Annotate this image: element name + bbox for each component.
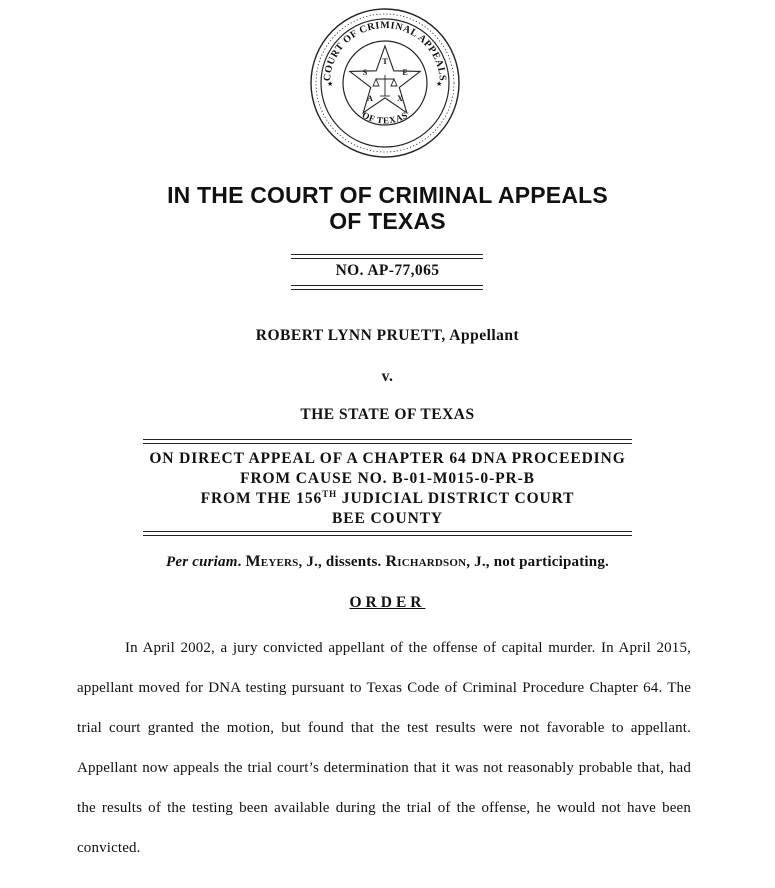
seal-right-star-icon: ★ xyxy=(436,81,443,88)
ordinal-suffix: TH xyxy=(322,489,338,499)
appeal-bottom-rule-2 xyxy=(143,535,632,536)
appeal-line-2: FROM CAUSE NO. B-01-M015-0-PR-B xyxy=(240,470,535,487)
seal-graphic xyxy=(308,6,462,160)
appeal-bottom-rule-1 xyxy=(143,531,632,532)
appeal-line-3-suffix: JUDICIAL DISTRICT COURT xyxy=(337,490,575,507)
seal-star-letter: S xyxy=(362,68,368,77)
case-number: NO. AP-77,065 xyxy=(335,262,440,279)
court-title-line1: IN THE COURT OF CRIMINAL APPEALS xyxy=(167,182,608,208)
appellee-name: THE STATE OF TEXAS xyxy=(300,406,475,423)
seal-star-letter: X xyxy=(397,94,403,103)
judge-richardson-name: Richardson xyxy=(385,553,467,570)
seal-ring-top-text: COURT OF CRIMINAL APPEALS xyxy=(321,19,449,82)
appeal-top-rule-2 xyxy=(143,443,632,444)
order-paragraph: In April 2002, a jury convicted appellant of the offense of capital murder. In April 2015, appellant moved for DNA testing pursuant to Texas Code of Criminal Procedure Chapter 64. The trial court granted the motion, but found that the test results were not favorable to appellant. Appellant now appeals the trial court’s determination that it was not reasonably probable that, had the results of the testing been available during the trial of the offense, he would not have been convicted. xyxy=(77,640,691,856)
case-number-bottom-rule-2 xyxy=(291,289,483,290)
court-seal xyxy=(308,6,462,160)
case-number-top-rule-1 xyxy=(291,254,483,255)
judge-meyers-name: Meyers xyxy=(245,553,299,570)
versus-label: v. xyxy=(381,368,394,385)
seal-left-star-icon: ★ xyxy=(327,81,334,88)
appeal-line-3 xyxy=(0,489,775,509)
appeal-line-4: BEE COUNTY xyxy=(331,510,444,527)
judge-meyers-text: , J., dissents. xyxy=(298,554,386,570)
case-number-bottom-rule-1 xyxy=(291,285,483,286)
order-heading: ORDER xyxy=(349,594,426,611)
judge-richardson-text: , J., not participating. xyxy=(466,554,609,570)
per-curiam-label: Per curiam xyxy=(166,554,238,570)
appeal-line-3-prefix: FROM THE 156 xyxy=(200,490,323,507)
appeal-top-rule-1 xyxy=(143,439,632,440)
appellant-name: ROBERT LYNN PRUETT, Appellant xyxy=(255,327,520,344)
seal-star-letter: T xyxy=(382,57,388,66)
seal-star-letter: E xyxy=(402,68,408,77)
seal-star-letter: A xyxy=(367,94,373,103)
appeal-line-1: ON DIRECT APPEAL OF A CHAPTER 64 DNA PROCEEDING xyxy=(149,450,626,467)
per-curiam-separator: . xyxy=(237,554,246,570)
seal-scales-icon xyxy=(373,75,397,96)
court-title-line2: OF TEXAS xyxy=(329,208,446,234)
seal-ring-bottom-text: OF TEXAS xyxy=(360,109,410,126)
per-curiam-line xyxy=(0,553,775,571)
case-number-top-rule-2 xyxy=(291,258,483,259)
